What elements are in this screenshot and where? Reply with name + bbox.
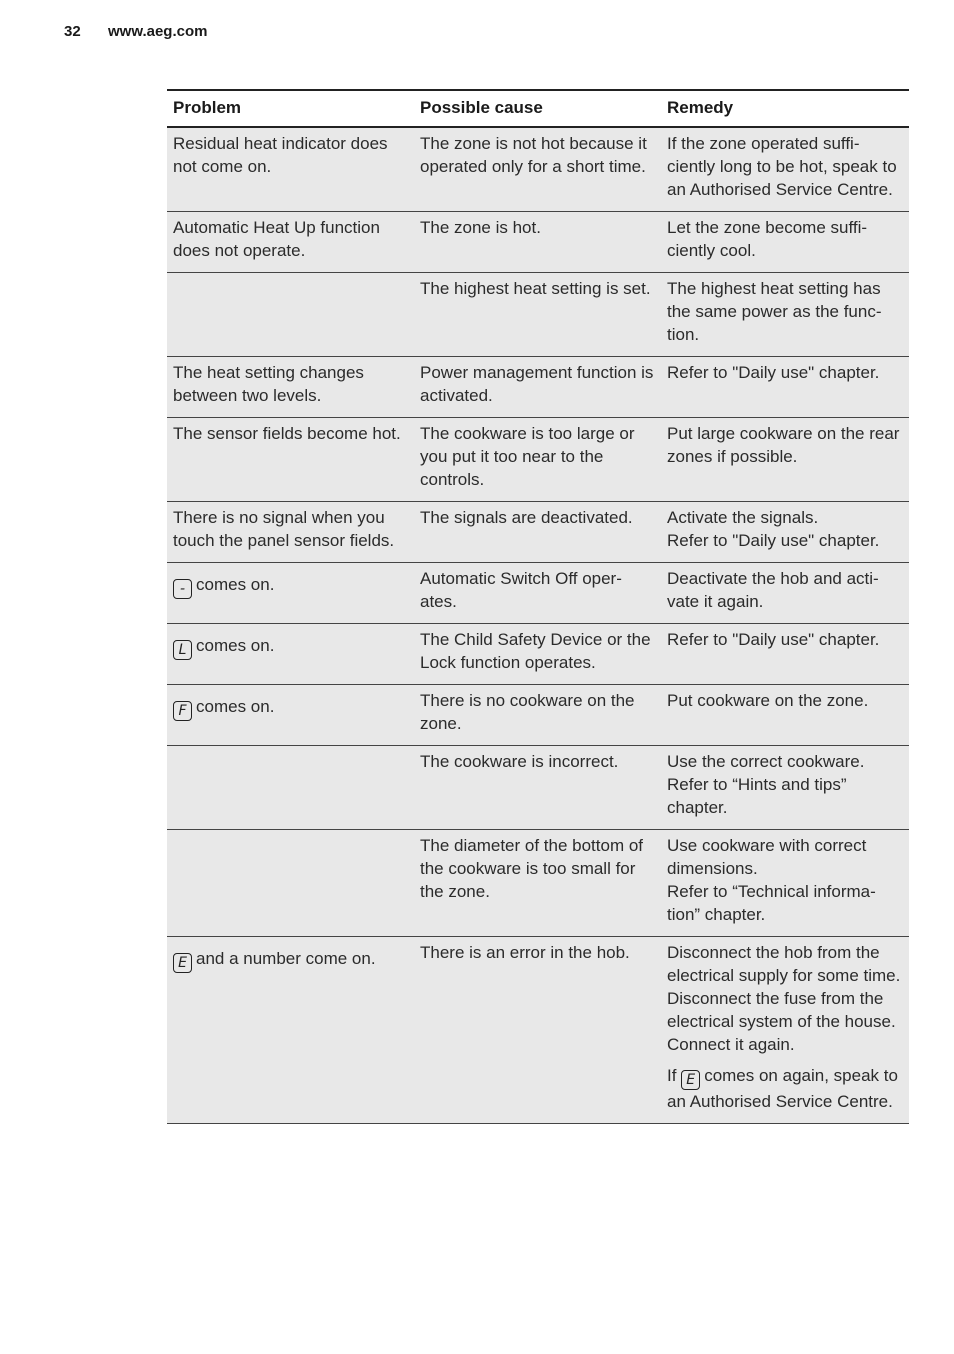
page-number: 32 (64, 23, 81, 40)
cause-cell: The signals are deactivated. (414, 502, 661, 563)
column-header-remedy: Remedy (661, 90, 909, 127)
remedy-cell: If the zone operated suffi-ciently long to be hot, speak to an Authorised Service Centre. (661, 127, 909, 212)
column-header-cause: Possible cause (414, 90, 661, 127)
table-row (167, 746, 909, 830)
cause-cell: There is no cookware on the zone. (414, 685, 661, 746)
problem-cell: The heat setting changes between two levels. (167, 357, 414, 418)
remedy-cell: Let the zone become suffi-ciently cool. (661, 212, 909, 273)
table-row (167, 212, 909, 273)
cause-cell: Power management function is activated. (414, 357, 661, 418)
remedy-prefix: If (667, 1066, 677, 1085)
remedy-text-2: comes on again, speak to an Authorised Service Centre. (667, 1066, 898, 1111)
remedy-text-2: Refer to “Technical informa-tion” chapter. (667, 882, 876, 924)
table-row (167, 624, 909, 685)
cause-cell: There is an error in the hob. (414, 937, 661, 1124)
switch-off-display-symbol-icon: - (173, 579, 192, 599)
problem-cell (167, 685, 414, 746)
remedy-text: Activate the signals. (667, 508, 819, 527)
table-row (167, 273, 909, 357)
error-display-symbol-icon: E (681, 1070, 700, 1090)
page-header (64, 23, 207, 40)
troubleshooting-table (167, 89, 909, 1124)
website-url: www.aeg.com (108, 23, 208, 40)
table-row (167, 357, 909, 418)
table-row (167, 685, 909, 746)
problem-cell (167, 830, 414, 937)
remedy-text: Disconnect the hob from the electrical supply for some time. Disconnect the fuse from the electrical system of the house. Connect it again. (667, 943, 901, 1054)
remedy-cell: Deactivate the hob and acti-vate it again. (661, 563, 909, 624)
remedy-text: Use the correct cookware. (667, 752, 865, 771)
problem-cell (167, 624, 414, 685)
cause-cell: The zone is hot. (414, 212, 661, 273)
cause-cell: The cookware is incorrect. (414, 746, 661, 830)
problem-cell: There is no signal when you touch the panel sensor fields. (167, 502, 414, 563)
no-cookware-display-symbol-icon: F (173, 701, 192, 721)
problem-cell: Residual heat indicator does not come on. (167, 127, 414, 212)
problem-text: comes on. (196, 697, 275, 716)
cause-cell: The diameter of the bottom of the cookware is too small for the zone. (414, 830, 661, 937)
table-row (167, 830, 909, 937)
problem-cell (167, 273, 414, 357)
remedy-text: Use cookware with correct dimensions. (667, 836, 867, 878)
problem-text: and a number come on. (196, 949, 376, 968)
table-row (167, 937, 909, 1124)
column-header-problem: Problem (167, 90, 414, 127)
table-row (167, 418, 909, 502)
cause-cell: The zone is not hot because it operated only for a short time. (414, 127, 661, 212)
cause-cell: The highest heat setting is set. (414, 273, 661, 357)
remedy-text-2: Refer to "Daily use" chapter. (667, 531, 880, 550)
cause-cell: Automatic Switch Off oper-ates. (414, 563, 661, 624)
problem-cell: The sensor fields become hot. (167, 418, 414, 502)
problem-cell (167, 746, 414, 830)
remedy-cell (661, 937, 909, 1124)
cause-cell: The cookware is too large or you put it too near to the controls. (414, 418, 661, 502)
lock-display-symbol-icon: L (173, 640, 192, 660)
remedy-cell: The highest heat setting has the same power as the func-tion. (661, 273, 909, 357)
cause-cell: The Child Safety Device or the Lock function operates. (414, 624, 661, 685)
remedy-cell (661, 502, 909, 563)
remedy-cell: Put cookware on the zone. (661, 685, 909, 746)
error-display-symbol-icon: E (173, 953, 192, 973)
remedy-cell: Refer to "Daily use" chapter. (661, 357, 909, 418)
remedy-cell: Put large cookware on the rear zones if possible. (661, 418, 909, 502)
remedy-cell (661, 830, 909, 937)
table-row (167, 563, 909, 624)
problem-text: comes on. (196, 636, 275, 655)
remedy-cell (661, 746, 909, 830)
problem-cell: Automatic Heat Up function does not operate. (167, 212, 414, 273)
problem-cell (167, 937, 414, 1124)
remedy-text-2: Refer to “Hints and tips” chapter. (667, 775, 847, 817)
remedy-text-2-block (667, 1064, 903, 1113)
table-row (167, 502, 909, 563)
problem-cell (167, 563, 414, 624)
problem-text: comes on. (196, 575, 275, 594)
table-header-row (167, 90, 909, 127)
table-row (167, 127, 909, 212)
remedy-cell: Refer to "Daily use" chapter. (661, 624, 909, 685)
